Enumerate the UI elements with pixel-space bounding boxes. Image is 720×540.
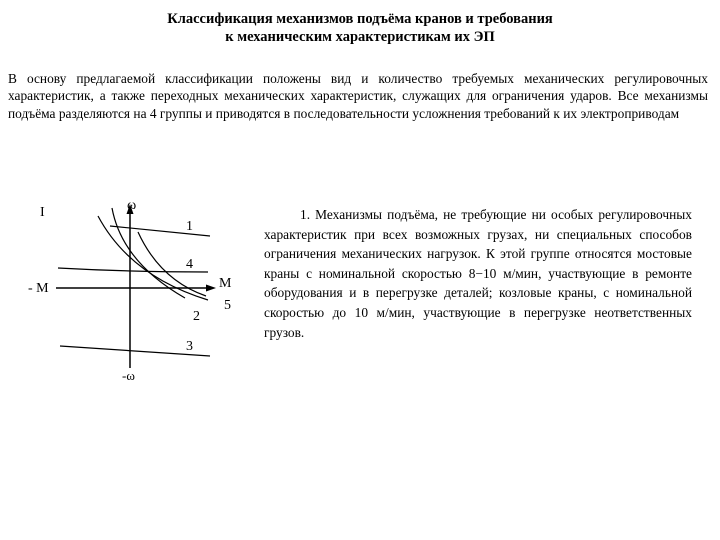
quadrant-label: I (40, 205, 45, 220)
curve-label-3: 3 (186, 339, 193, 354)
characteristic-2 (112, 208, 185, 298)
omega-label: ω (127, 198, 137, 213)
neg-omega-label: -ω (122, 368, 135, 383)
torque-label: M (219, 276, 232, 291)
title-line-1: Классификация механизмов подъёма кранов и требования (167, 11, 553, 27)
curve-label-4: 4 (186, 257, 193, 272)
curve-label-2: 2 (193, 309, 200, 324)
slide-title (0, 10, 720, 46)
group-1-description: 1. Механизмы подъёма, не требующие ни особых регулировочных характеристик при всех возможных грузах, ни специальных способов ограничения механических нагрузок. К этой группе относятся мостовые краны с номинальной скоростью 8−10 м/мин, участвующие в ремонте оборудования и в перегрузке деталей; козловые краны, с номинальной скоростью до 10 м/мин, участвующие в перегрузке неответственных грузов. (264, 207, 692, 340)
characteristic-1 (110, 226, 210, 236)
title-line-2: к механическим характеристикам их ЭП (225, 29, 495, 45)
neg-torque-label: - M (28, 281, 49, 296)
mechanical-characteristics-diagram (0, 180, 260, 390)
curve-label-1: 1 (186, 219, 193, 234)
intro-paragraph: В основу предлагаемой классификации положены вид и количество требуемых механических регулировочных характеристик, а также переходных механических характеристик, служащих для ограничения ударов. Все механизмы подъёма разделяются на 4 группы и приводятся в последовательности усложнения требований к их электроприводам (8, 71, 708, 121)
curve-label-5: 5 (224, 298, 231, 313)
torque-axis-arrow (206, 285, 216, 292)
